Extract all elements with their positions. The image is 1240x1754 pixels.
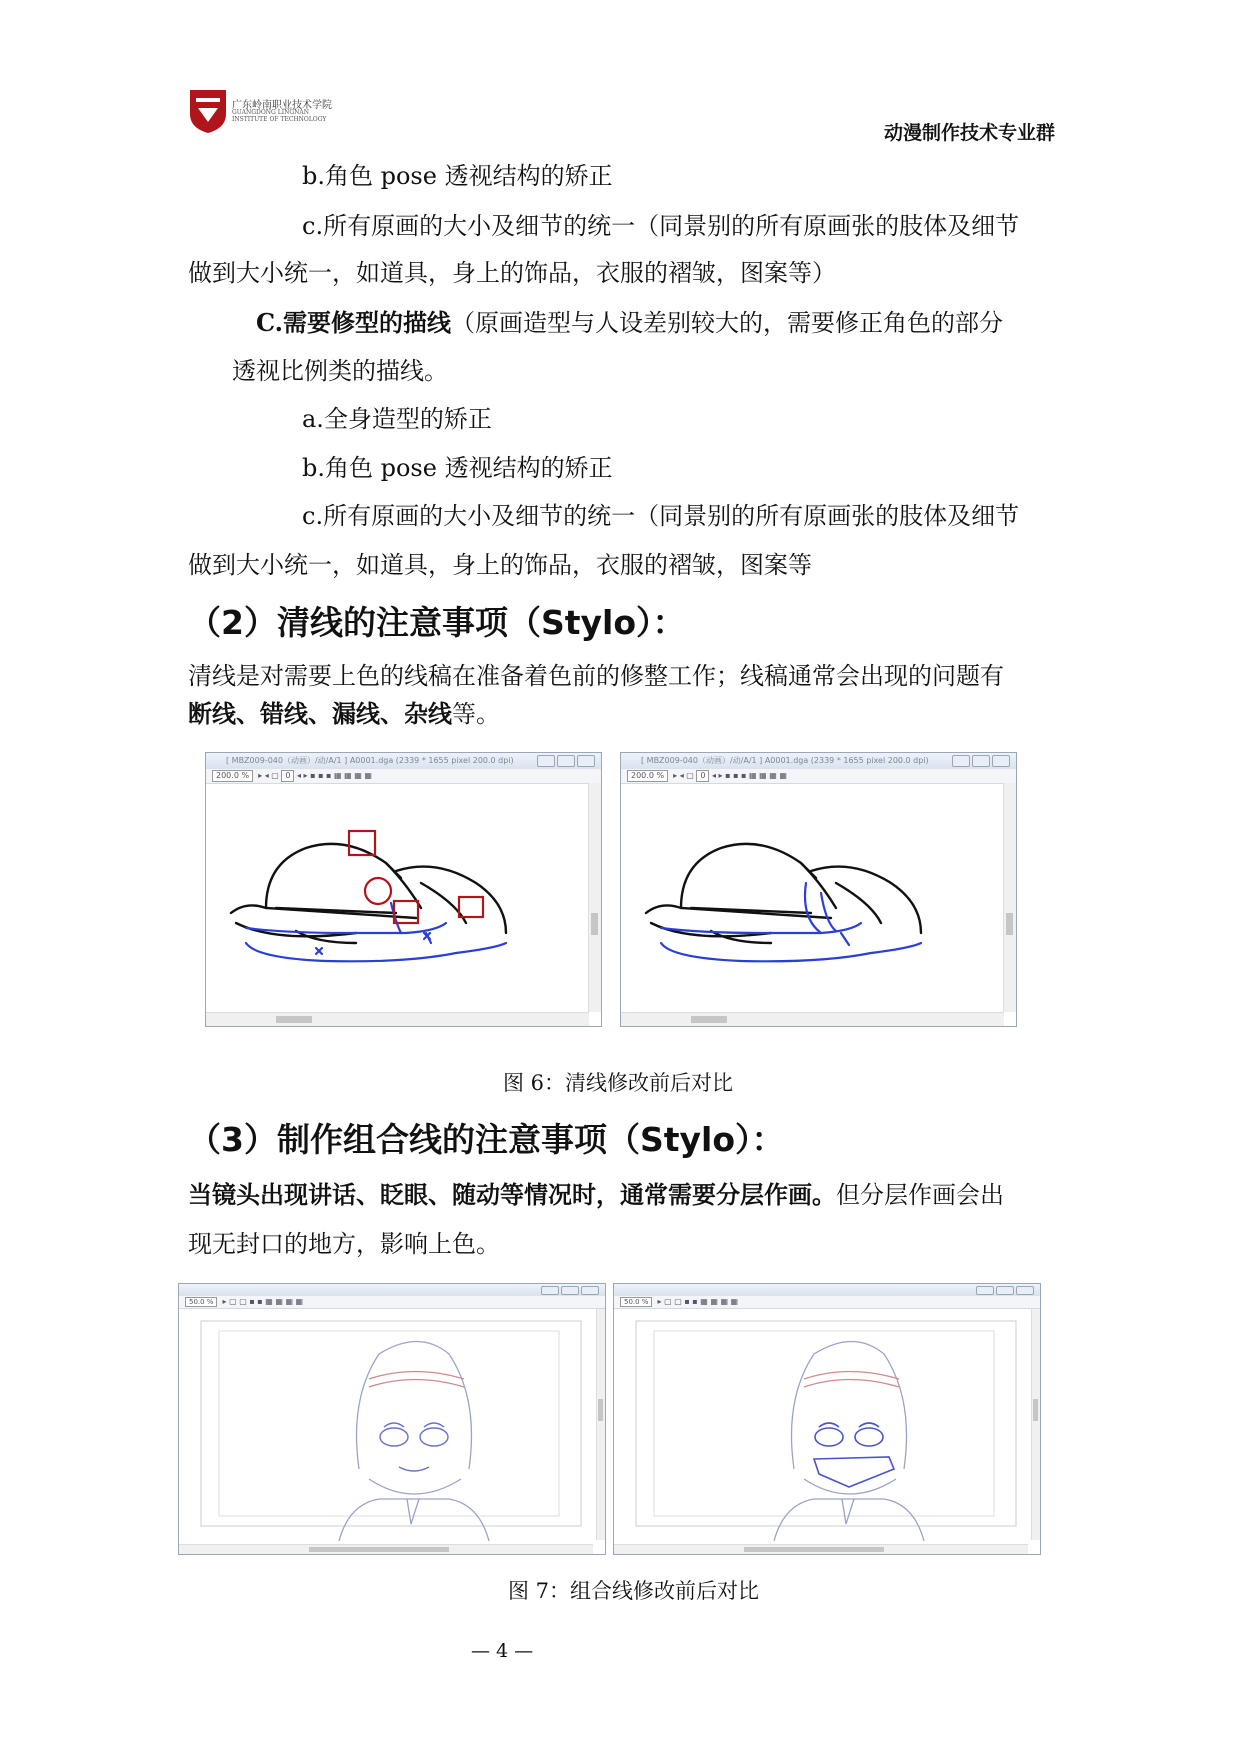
close-button[interactable]	[581, 1286, 599, 1295]
minimize-button[interactable]	[952, 755, 970, 767]
zoom-field[interactable]: 200.0 %	[212, 770, 253, 782]
logo-text-cn: 广东岭南职业技术学院	[232, 100, 332, 111]
window-toolbar: 200.0 % ▸ ◂ ▢ 0 ◂ ▸ ▪ ▪ ▪ ▦ ▦ ▦ ▦	[621, 769, 1016, 784]
horizontal-scrollbar[interactable]	[179, 1544, 593, 1554]
horizontal-scrollbar[interactable]	[621, 1012, 1004, 1026]
close-button[interactable]	[992, 755, 1010, 767]
stylo-window-after	[620, 752, 1017, 1027]
text-span: 等。	[452, 700, 500, 728]
window-title: [ MBZ009-040（动画）/动/A/1 ] A0001.dga (2339 * 1655 pixel 200.0 dpi)	[641, 756, 929, 765]
text-line: 做到大小统一，如道具，身上的饰品，衣服的褶皱，图案等	[188, 551, 812, 579]
horizontal-scrollbar[interactable]	[614, 1544, 1028, 1554]
horizontal-scrollbar[interactable]	[206, 1012, 589, 1026]
text-line: c.所有原画的大小及细节的统一（同景别的所有原画张的肢体及细节	[302, 212, 1020, 240]
text-line: c.所有原画的大小及细节的统一（同景别的所有原画张的肢体及细节	[302, 502, 1020, 530]
text-line	[188, 699, 500, 729]
frame-field[interactable]: 0	[281, 770, 294, 782]
window-titlebar	[179, 1284, 605, 1296]
window-titlebar	[621, 753, 1016, 769]
window-toolbar: 200.0 % ▸ ◂ ▢ 0 ◂ ▸ ▪ ▪ ▪ ▦ ▦ ▦ ▦	[206, 769, 601, 784]
stylo-window-after	[613, 1283, 1041, 1555]
vertical-scrollbar[interactable]	[1003, 783, 1016, 1012]
text-line: b.角色 pose 透视结构的矫正	[302, 454, 613, 482]
text-line: b.角色 pose 透视结构的矫正	[302, 162, 613, 190]
logo-text-en-2: INSTITUTE OF TECHNOLOGY	[232, 116, 327, 123]
text-line: 做到大小统一，如道具，身上的饰品，衣服的褶皱，图案等）	[188, 259, 836, 287]
window-toolbar: 50.0 % ▸ ▢ ▢ ▪ ▪ ▦ ▦ ▦ ▦	[179, 1296, 605, 1309]
bold-term: C.需要修型的描线	[256, 308, 452, 337]
zoom-field[interactable]: 50.0 %	[620, 1297, 652, 1307]
text-line: 透视比例类的描线。	[232, 357, 448, 385]
vertical-scrollbar[interactable]	[588, 783, 601, 1012]
minimize-button[interactable]	[537, 755, 555, 767]
drawing-after	[621, 783, 1006, 1015]
maximize-button[interactable]	[557, 755, 575, 767]
vertical-scrollbar[interactable]	[1031, 1309, 1040, 1540]
window-titlebar	[206, 753, 601, 769]
school-logo	[188, 88, 228, 134]
text-line: 清线是对需要上色的线稿在准备着色前的修整工作；线稿通常会出现的问题有	[188, 662, 1004, 690]
maximize-button[interactable]	[972, 755, 990, 767]
window-title: [ MBZ009-040（动画）/动/A/1 ] A0001.dga (2339 * 1655 pixel 200.0 dpi)	[226, 756, 514, 765]
text-line: a.全身造型的矫正	[302, 405, 492, 433]
frame-field[interactable]: 0	[696, 770, 709, 782]
close-button[interactable]	[1016, 1286, 1034, 1295]
text-span: 但分层作画会出	[836, 1181, 1004, 1209]
close-button[interactable]	[577, 755, 595, 767]
maximize-button[interactable]	[996, 1286, 1014, 1295]
section-heading: （2）清线的注意事项（Stylo）：	[188, 603, 686, 642]
zoom-field[interactable]: 200.0 %	[627, 770, 668, 782]
logo-text-en-1: GUANGDONG LINGNAN	[232, 109, 309, 116]
text-line	[256, 308, 1003, 338]
header-title: 动漫制作技术专业群	[883, 122, 1055, 144]
text-span: （原画造型与人设差别较大的，需要修正角色的部分	[451, 309, 1004, 337]
page-number: — 4 —	[471, 1640, 534, 1662]
minimize-button[interactable]	[976, 1286, 994, 1295]
minimize-button[interactable]	[541, 1286, 559, 1295]
figure-caption: 图 7：组合线修改前后对比	[508, 1579, 760, 1603]
drawing-after	[614, 1309, 1030, 1541]
maximize-button[interactable]	[561, 1286, 579, 1295]
text-line: 现无封口的地方，影响上色。	[188, 1230, 500, 1258]
school-logo-icon	[188, 88, 228, 134]
stylo-window-before	[178, 1283, 606, 1555]
drawing-before	[179, 1309, 595, 1541]
zoom-field[interactable]: 50.0 %	[185, 1297, 217, 1307]
bold-term: 断线、错线、漏线、杂线	[188, 699, 452, 728]
window-toolbar: 50.0 % ▸ ▢ ▢ ▪ ▪ ▦ ▦ ▦ ▦	[614, 1296, 1040, 1309]
window-titlebar	[614, 1284, 1040, 1296]
text-line	[188, 1180, 1004, 1210]
bold-term: 当镜头出现讲话、眨眼、随动等情况时，通常需要分层作画。	[188, 1180, 836, 1209]
drawing-before	[206, 783, 591, 1015]
vertical-scrollbar[interactable]	[596, 1309, 605, 1540]
figure-caption: 图 6：清线修改前后对比	[503, 1071, 734, 1095]
stylo-window-before	[205, 752, 602, 1027]
section-heading: （3）制作组合线的注意事项（Stylo）：	[188, 1120, 785, 1159]
